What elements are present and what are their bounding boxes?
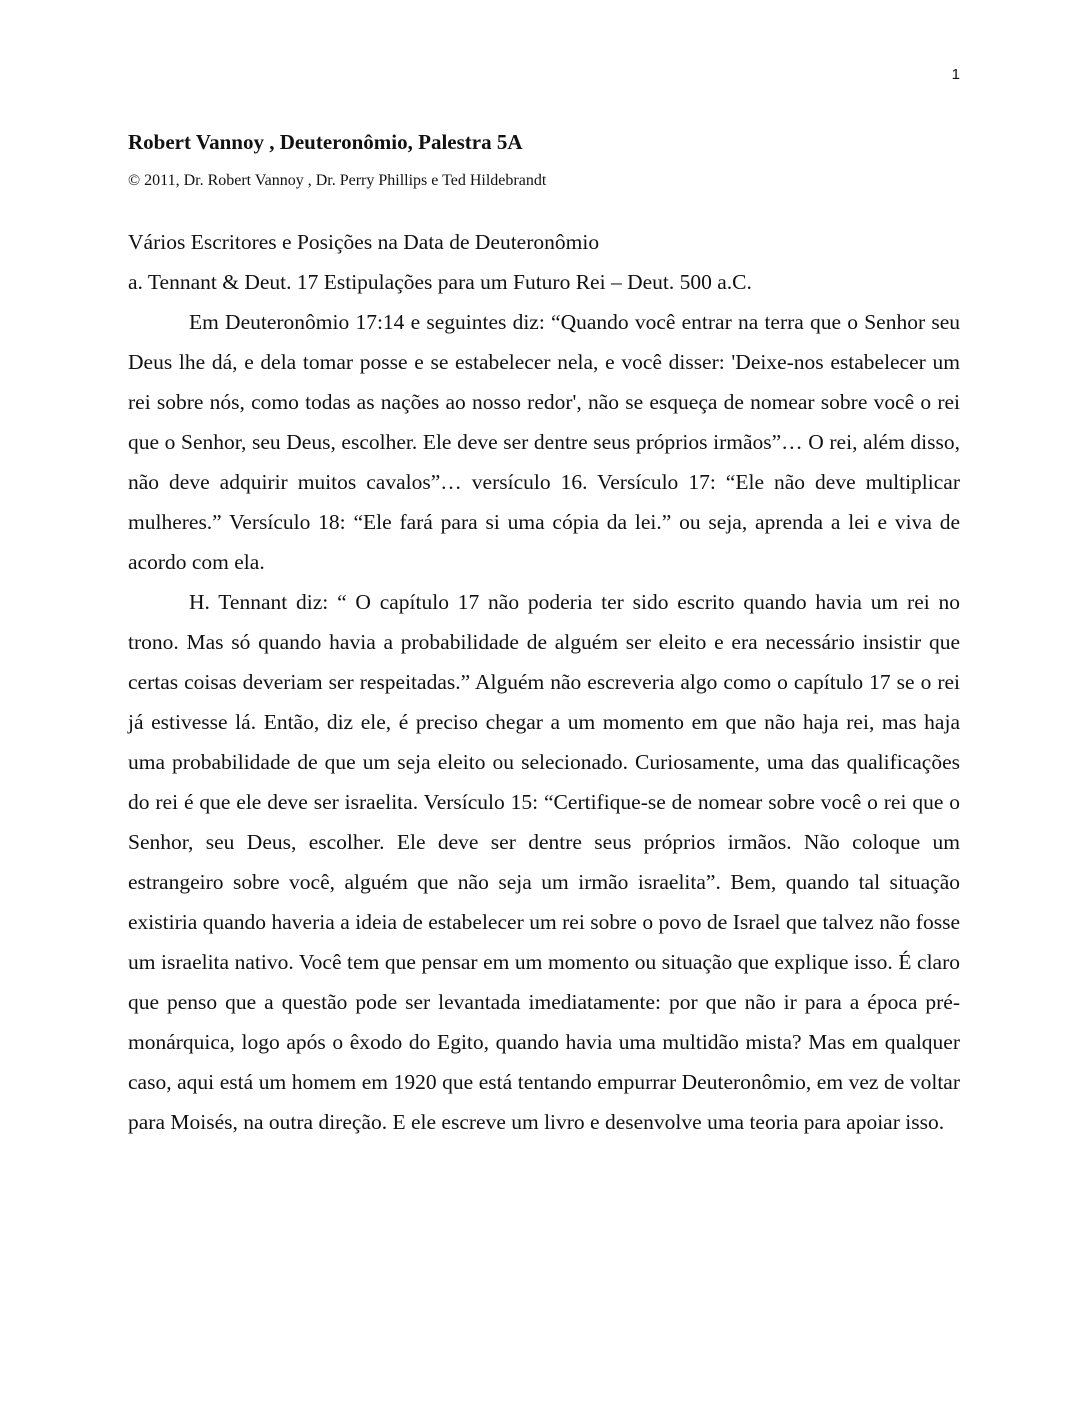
page-number: 1: [951, 66, 960, 83]
section-heading: Vários Escritores e Posições na Data de Deuteronômio: [128, 230, 600, 254]
paragraph-1: Em Deuteronômio 17:14 e seguintes diz: “Quando você entrar na terra que o Senhor seu Deus lhe dá, e dela tomar posse e se estabelecer nela, e você disser: 'Deixe-nos estabelecer um rei sobre nós, como todas as nações ao nosso redor', não se esqueça de nomear sobre você o rei que o Senhor, seu Deus, escolher. Ele deve ser dentre seus próprios irmãos”… O rei, além disso, não deve adquirir muitos cavalos”… versículo 16. Versículo 17: “Ele não deve multiplicar mulheres.” Versículo 18: “Ele fará para si uma cópia da lei.” ou seja, aprenda a lei e viva de acordo com ela.: [128, 310, 960, 574]
subsection-heading: a. Tennant & Deut. 17 Estipulações para um Futuro Rei – Deut. 500 a.C.: [128, 270, 752, 294]
paragraph-2: H. Tennant diz: “ O capítulo 17 não poderia ter sido escrito quando havia um rei no trono. Mas só quando havia a probabilidade de alguém ser eleito e era necessário insistir que certas coisas deveriam ser respeitadas.” Alguém não escreveria algo como o capítulo 17 se o rei já estivesse lá. Então, diz ele, é preciso chegar a um momento em que não haja rei, mas haja uma probabilidade de que um seja eleito ou selecionado. Curiosamente, uma das qualificações do rei é que ele deve ser israelita. Versículo 15: “Certifique-se de nomear sobre você o rei que o Senhor, seu Deus, escolher. Ele deve ser dentre seus próprios irmãos. Não coloque um estrangeiro sobre você, alguém que não seja um irmão israelita”. Bem, quando tal situação existiria quando haveria a ideia de estabelecer um rei sobre o povo de Israel que talvez não fosse um israelita nativo. Você tem que pensar em um momento ou situação que explique isso. É claro que penso que a questão pode ser levantada imediatamente: por que não ir para a época pré-monárquica, logo após o êxodo do Egito, quando havia uma multidão mista? Mas em qualquer caso, aqui está um homem em 1920 que está tentando empurrar Deuteronômio, em vez de voltar para Moisés, na outra direção. E ele escreve um livro e desenvolve uma teoria para apoiar isso.: [128, 590, 960, 1134]
document-body: [128, 222, 960, 1142]
copyright-line: © 2011, Dr. Robert Vannoy , Dr. Perry Phillips e Ted Hildebrandt: [128, 172, 547, 189]
document-title: Robert Vannoy , Deuteronômio, Palestra 5A: [128, 130, 523, 154]
